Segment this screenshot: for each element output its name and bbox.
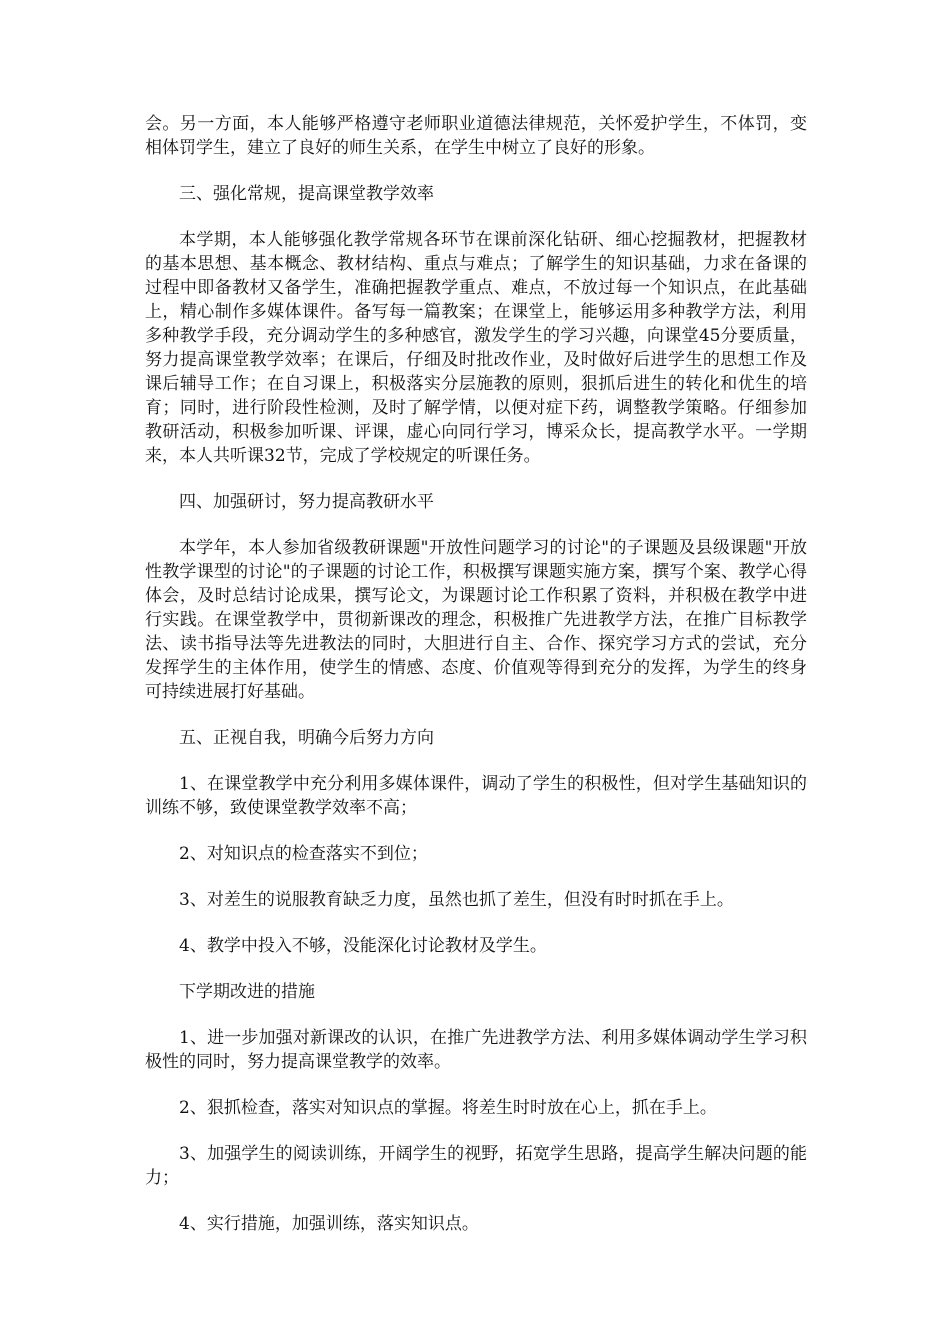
section-heading-5: 五、正视自我，明确今后努力方向 [179, 728, 434, 748]
list-item-measure-1: 1、进一步加强对新课改的认识，在推广先进教学方法、利用多媒体调动学生学习积极性的同时，努力提高课堂教学的效率。 [145, 1028, 807, 1072]
paragraph-section-4-body: 本学年，本人参加省级教研课题"开放性问题学习的讨论"的子课题及县级课题"开放性教学课型的讨论"的子课题的讨论工作，积极撰写课题实施方案，撰写个案、教学心得体会，及时总结讨论成果，撰写论文，为课题讨论工作积累了资料，并积极在教学中进行实践。在课堂教学中，贯彻新课改的理念，积极推广先进教学方法，在推广目标教学法、读书指导法等先进教法的同时，大胆进行自主、合作、探究学习方式的尝试，充分发挥学生的主体作用，使学生的情感、态度、价值观等得到充分的发挥，为学生的终身可持续进展打好基础。 [145, 538, 807, 702]
list-item-measure-3: 3、加强学生的阅读训练，开阔学生的视野，拓宽学生思路，提高学生解决问题的能力； [145, 1144, 807, 1188]
list-item-measure-2: 2、狠抓检查，落实对知识点的掌握。将差生时时放在心上，抓在手上。 [179, 1098, 717, 1118]
list-item-shortcoming-3: 3、对差生的说服教育缺乏力度，虽然也抓了差生，但没有时时抓在手上。 [179, 890, 734, 910]
section-heading-3: 三、强化常规，提高课堂教学效率 [179, 184, 434, 204]
paragraph-section-3-body: 本学期，本人能够强化教学常规各环节在课前深化钻研、细心挖掘教材，把握教材的基本思想、基本概念、教材结构、重点与难点；了解学生的知识基础，力求在备课的过程中即备教材又备学生，准确把握教学重点、难点，不放过每一个知识点，在此基础上，精心制作多媒体课件。备写每一篇教案；在课堂上，能够运用多种教学方法，利用多种教学手段，充分调动学生的多种感官，激发学生的学习兴趣，向课堂45分要质量，努力提高课堂教学效率；在课后，仔细及时批改作业，及时做好后进学生的思想工作及课后辅导工作；在自习课上，积极落实分层施教的原则，狠抓后进生的转化和优生的培育；同时，进行阶段性检测，及时了解学情，以便对症下药，调整教学策略。仔细参加教研活动，积极参加听课、评课，虚心向同行学习，博采众长，提高教学水平。一学期来，本人共听课32节，完成了学校规定的听课任务。 [145, 230, 807, 466]
document-page [145, 112, 807, 1258]
list-item-shortcoming-2: 2、对知识点的检查落实不到位； [179, 844, 428, 864]
list-item-shortcoming-4: 4、教学中投入不够，没能深化讨论教材及学生。 [179, 936, 547, 956]
list-item-shortcoming-1: 1、在课堂教学中充分利用多媒体课件，调动了学生的积极性，但对学生基础知识的训练不够，致使课堂教学效率不高； [145, 774, 807, 818]
section-heading-4: 四、加强研讨，努力提高教研水平 [179, 492, 434, 512]
list-item-measure-4: 4、实行措施，加强训练，落实知识点。 [179, 1214, 479, 1234]
paragraph-continuation: 会。另一方面，本人能够严格遵守老师职业道德法律规范，关怀爱护学生，不体罚，变相体罚学生，建立了良好的师生关系，在学生中树立了良好的形象。 [145, 114, 807, 158]
subheading-improvement-measures: 下学期改进的措施 [179, 982, 315, 1002]
